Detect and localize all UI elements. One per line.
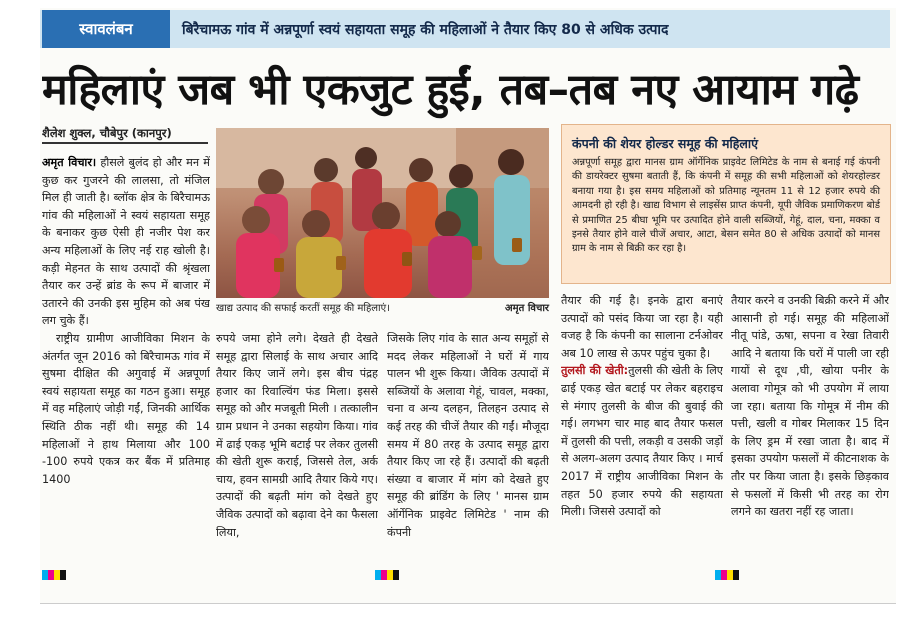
subheading: तुलसी की खेती: — [561, 364, 629, 378]
newspaper-page — [40, 8, 896, 603]
sidebar-box — [561, 124, 891, 284]
group-photo — [216, 128, 549, 298]
headline: महिलाएं जब भी एकजुट हुईं, तब–तब नए आयाम गढ़े — [42, 64, 859, 115]
photo-illustration — [216, 128, 549, 298]
registration-marks-left — [42, 570, 66, 580]
paragraph: तैयार की गई है। इनके द्वारा बनाएं उत्पादों को पसंद किया जा रहा है। यही वजह है कि कंपनी का सालाना टर्नओवर अब 10 लाख से ऊपर पहुंच चुका है। — [561, 294, 723, 360]
dateline: अमृत विचार। — [42, 156, 97, 169]
article-column-5 — [731, 292, 889, 564]
photo-credit: अमृत विचार — [505, 303, 549, 314]
paragraph: रुपये जमा होने लगे। देखते ही देखते समूह द्वारा सिलाई के साथ अचार आदि तैयार किए जानें लगे। इस बीच पंद्रह हजार का रिवाल्विंग फंड मिला। इससे समूह को और मजबूती मिली । तत्कालीन ग्राम प्रधान ने उनका सहयोग किया। गांव में ढाई एकड़ भूमि बटाई पर लेकर तुलसी की खेती शुरू कराई, जिससे तेल, अर्क चाय, हवन सामग्री आदि तैयार किये गए। उत्पादों की बढ़ती मांग को देखते हुए जैविक उत्पादों को बढ़ावा देने का फैसला लिया, — [216, 332, 378, 539]
photo-caption-row — [216, 298, 549, 316]
box-body: अन्नपूर्णा समूह द्वारा मानस ग्राम ऑर्गेनिक प्राइवेट लिमिटेड के नाम से बनाई गई कंपनी की डायरेक्टर सुषमा बताती हैं, कि कंपनी में समूह की सभी महिलाओं को शेयरहोल्डर बनाया गया है। इस समय महिलाओं को प्रतिमाह न्यूनतम 11 से 12 हजार रुपये की आमदनी हो रही है। खाद्य विभाग से लाइसेंस प्राप्त कंपनी, यूपी जैविक प्रमाणिकरण बोर्ड से प्रमाणित 25 बीघा भूमि पर उत्पादित होने वाली सब्जियों, गेहूं, दाल, चना, मक्का व इनसे तैयार होने वाले चीजें अचार, आटा, बेसन समेत 80 से अधिक उत्पादों को मानस ग्राम के नाम से बिक्री कर रहा है। — [572, 157, 880, 255]
page-edge — [40, 603, 896, 604]
photo-caption: खाद्य उत्पाद की सफाई करतीं समूह की महिलाएं। — [216, 303, 390, 314]
paragraph: तुलसी की खेती:तुलसी की खेती के लिए ढाई एकड़ खेत बटाई पर लेकर बहराइच से मंगाए तुलसी के बीज की बुवाई की गई। लगभग चार माह बाद तैयार फसल में तुलसी की पत्ती, लकड़ी व उसकी जड़ों से अलग-अलग उत्पाद तैयार किए । मार्च 2017 में राष्ट्रीय आजीविका मिशन के तहत 50 हजार रुपये की सहायता मिली। जिससे उत्पादों को — [561, 364, 723, 519]
paragraph: अमृत विचार। हौसले बुलंद हो और मन में कुछ कर गुजरने की लालसा, तो मंजिल मिल ही जाती है। ब्लॉक क्षेत्र के बिरैचामऊ गांव की महिलाओं ने स्वयं सहायता समूह के बनाकर कुछ ऐसी ही नजीर पेश कर अन्य महिलाओं के लिए नई राह खोली है। कड़ी मेहनत के साथ उत्पादों की श्रृंखला तैयार कर उन्हें ब्रांड के रूप में बाजार में उतारने की उनकी इस मुहिम को अब पंख लग चुके हैं। — [42, 156, 210, 328]
box-title: कंपनी की शेयर होल्डर समूह की महिलाएं — [572, 136, 758, 151]
article-column-3 — [387, 330, 549, 564]
registration-marks-right — [715, 570, 739, 580]
article-column-4 — [561, 292, 723, 564]
article-column-2 — [216, 330, 378, 564]
byline-rule — [42, 142, 208, 144]
registration-marks-center — [375, 570, 399, 580]
kicker-line: बिरैचामऊ गांव में अन्नपूर्णा स्वयं सहायता समूह की महिलाओं ने तैयार किए 80 से अधिक उत्पाद — [182, 21, 669, 38]
paragraph: जिसके लिए गांव के सात अन्य समूहों से मदद लेकर महिलाओं ने घरों में गाय पालन भी शुरू किया। जैविक उत्पादों में सब्जियों के अलावा गेहूं, चावल, मक्का, चना व अन्य दलहन, तिलहन उत्पाद से कई तरह की चीजें तैयार की गईं। मौजूदा समय में 80 तरह के उत्पाद समूह द्वारा तैयार किए जा रहे हैं। उत्पादों की बढ़ती संख्या व बाजार में मांग को देखते हुए समूह की ब्रांडिंग के लिए ' मानस ग्राम ऑर्गेनिक प्राइवेट लिमिटेड ' नाम की कंपनी — [387, 332, 549, 539]
paragraph: राष्ट्रीय ग्रामीण आजीविका मिशन के अंतर्गत जून 2016 को बिरैचामऊ गांव में सुषमा दीक्षित की अगुवाई में अन्नपूर्णा स्वयं सहायता समूह का गठन हुआ। समूह में वह महिलाएं जोड़ी गईं, जिनकी आर्थिक स्थिति ठीक नहीं थी। समूह की 14 महिलाओं ने हाथ मिलाया और 100 -100 रुपये एकत्र कर बैंक में प्रतिमाह 1400 — [42, 331, 210, 486]
byline: शैलेश शुक्ल, चौबेपुर (कानपुर) — [42, 126, 172, 140]
section-tag: स्वावलंबन — [42, 10, 170, 48]
article-column-1 — [42, 154, 210, 564]
paragraph: तैयार करने व उनकी बिक्री करने में और आसानी हो गई। समूह की महिलाओं नीतू पांडे, ऊषा, सपना व रेखा तिवारी आदि ने बताया कि घरों में पाली जा रही गायों से दूध ,घी, खोया पनीर के अलावा गोमूत्र को भी उपयोग में लाया जा रहा। बताया कि गोमूत्र में नीम की पत्ती, खली व गोबर मिलाकर 15 दिन के लिए ड्रम में रखा जाता है। बाद में इसका उपयोग फसलों में कीटनाशक के तौर पर किया जाता है। इसके छिड़काव से फसलों में किसी भी तरह का रोग लगने का खतरा नहीं रह जाता। — [731, 294, 889, 519]
